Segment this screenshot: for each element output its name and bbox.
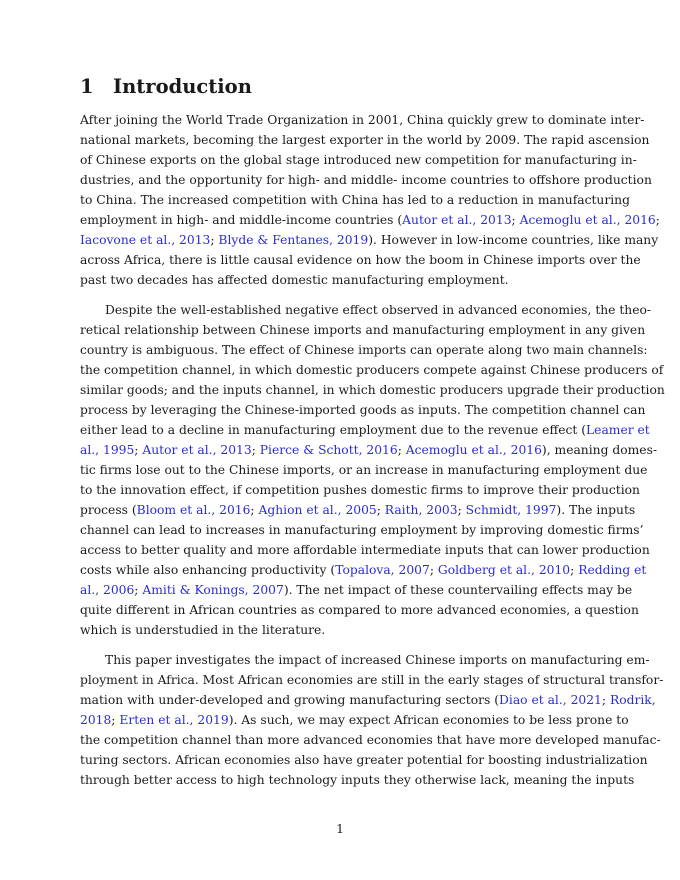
text-line [80, 710, 629, 730]
text-line [80, 460, 648, 480]
citation-link[interactable]: Acemoglu et al., 2016 [519, 213, 656, 227]
text-line [80, 620, 600, 640]
text-line [80, 130, 650, 150]
text-line [80, 730, 661, 750]
text-run: costs while also enhancing productivity ( [80, 563, 336, 577]
text-run: dustries, and the opportunity for high- and middle- income countries to offshore production [80, 173, 652, 187]
text-line [80, 340, 648, 360]
citation-link[interactable]: Iacovone et al., 2013 [80, 233, 211, 247]
text-run: which is understudied in the literature. [80, 623, 326, 637]
text-line [80, 770, 635, 790]
text-run: either lead to a decline in manufacturing employment due to the revenue effect ( [80, 423, 587, 437]
text-run: ; [601, 693, 610, 707]
text-run: ; [457, 503, 466, 517]
text-line [80, 380, 665, 400]
section-heading [80, 74, 252, 100]
citation-link[interactable]: Blyde & Fentanes, 2019 [218, 233, 369, 247]
text-line [80, 500, 636, 520]
text-line [80, 250, 641, 270]
text-run: ; [134, 583, 143, 597]
citation-link[interactable]: Redding et [578, 563, 647, 577]
text-run: the competition channel, in which domestic producers compete against Chinese producers of [80, 363, 664, 377]
text-run: to the innovation effect, if competition pushes domestic firms to improve their production [80, 483, 640, 497]
citation-link[interactable]: Goldberg et al., 2010 [437, 563, 571, 577]
text-run: access to better quality and more affordable intermediate inputs that can lower production [80, 543, 650, 557]
text-run: ; [397, 443, 406, 457]
citation-link[interactable]: Acemoglu et al., 2016 [405, 443, 542, 457]
text-run: ; [376, 503, 385, 517]
section-number: 1 [80, 75, 94, 98]
text-line [80, 360, 664, 380]
text-run: ; [250, 503, 259, 517]
text-run: ; [655, 213, 660, 227]
citation-link[interactable]: Rodrik, [609, 693, 656, 707]
text-run: process by leveraging the Chinese-imported goods as inputs. The competition channel can [80, 403, 646, 417]
text-line [80, 600, 639, 620]
text-run: ). As such, we may expect African economies to be less prone to [228, 713, 629, 727]
text-run: ; [511, 213, 520, 227]
text-line [80, 540, 650, 560]
citation-link[interactable]: Amiti & Konings, 2007 [142, 583, 284, 597]
text-run: turing sectors. African economies also have greater potential for boosting industrialization [80, 753, 648, 767]
text-run: employment in high- and middle-income countries ( [80, 213, 403, 227]
page-number: 1 [336, 822, 344, 836]
text-line [80, 150, 637, 170]
citation-link[interactable]: Schmidt, 1997 [465, 503, 557, 517]
text-line [80, 440, 658, 460]
citation-link[interactable]: Diao et al., 2021 [499, 693, 602, 707]
text-run: ). However in low-income countries, like many [368, 233, 659, 247]
text-run: mation with under-developed and growing manufacturing sectors ( [80, 693, 500, 707]
text-line [80, 690, 656, 710]
citation-link[interactable]: Autor et al., 2013 [142, 443, 252, 457]
citation-link[interactable]: Leamer et [586, 423, 650, 437]
text-run: This paper investigates the impact of increased Chinese imports on manufacturing em- [105, 653, 650, 667]
text-line [80, 480, 640, 500]
text-run: ; [111, 713, 120, 727]
text-run: ; [570, 563, 579, 577]
text-line [80, 560, 647, 580]
text-line [80, 170, 652, 190]
text-run: past two decades has affected domestic manufacturing employment. [80, 273, 509, 287]
text-line [80, 110, 645, 130]
citation-link[interactable]: Raith, 2003 [384, 503, 458, 517]
citation-link[interactable]: Erten et al., 2019 [119, 713, 229, 727]
text-line [80, 650, 650, 670]
text-run: across Africa, there is little causal evidence on how the boom in Chinese imports over the [80, 253, 641, 267]
citation-link[interactable]: Bloom et al., 2016 [136, 503, 251, 517]
text-line [80, 670, 664, 690]
text-run: After joining the World Trade Organization in 2001, China quickly grew to dominate inter- [80, 113, 645, 127]
text-line [80, 400, 646, 420]
text-run: channel can lead to increases in manufacturing employment by improving domestic firms’ [80, 523, 644, 537]
text-line [80, 580, 633, 600]
text-line [80, 750, 648, 770]
citation-link[interactable]: al., 2006 [80, 583, 135, 597]
text-line [80, 300, 652, 320]
text-run: quite different in African countries as compared to more advanced economies, a question [80, 603, 639, 617]
citation-link[interactable]: Aghion et al., 2005 [258, 503, 377, 517]
text-run: ), meaning domes- [541, 443, 658, 457]
text-run: of Chinese exports on the global stage introduced new competition for manufacturing in- [80, 153, 637, 167]
text-run: tic firms lose out to the Chinese imports, or an increase in manufacturing employment due [80, 463, 648, 477]
text-line [80, 520, 644, 540]
text-line [80, 270, 600, 290]
text-line [80, 230, 659, 250]
text-run: to China. The increased competition with China has led to a reduction in manufacturing [80, 193, 630, 207]
citation-link[interactable]: 2018 [80, 713, 112, 727]
citation-link[interactable]: Topalova, 2007 [335, 563, 430, 577]
citation-link[interactable]: Autor et al., 2013 [402, 213, 512, 227]
text-line [80, 320, 646, 340]
text-run: process ( [80, 503, 137, 517]
text-run: national markets, becoming the largest exporter in the world by 2009. The rapid ascension [80, 133, 650, 147]
text-run: ; [251, 443, 260, 457]
text-run: ). The inputs [556, 503, 636, 517]
text-run: ). The net impact of these countervailing effects may be [283, 583, 633, 597]
section-title: Introduction [113, 75, 252, 98]
citation-link[interactable]: al., 1995 [80, 443, 135, 457]
text-line [80, 190, 630, 210]
text-run: ; [210, 233, 219, 247]
text-run: similar goods; and the inputs channel, in which domestic producers upgrade their production [80, 383, 665, 397]
text-run: the competition channel than more advanced economies that have more developed manufac- [80, 733, 661, 747]
text-run: through better access to high technology inputs they otherwise lack, meaning the inputs [80, 773, 635, 787]
text-line [80, 420, 650, 440]
text-run: ; [429, 563, 438, 577]
text-line [80, 210, 660, 230]
text-run: retical relationship between Chinese imports and manufacturing employment in any given [80, 323, 646, 337]
text-run: ; [134, 443, 143, 457]
text-run: ployment in Africa. Most African economies are still in the early stages of structural transfor- [80, 673, 664, 687]
text-run: country is ambiguous. The effect of Chinese imports can operate along two main channels: [80, 343, 648, 357]
citation-link[interactable]: Pierce & Schott, 2016 [259, 443, 398, 457]
text-run: Despite the well-established negative effect observed in advanced economies, the theo- [105, 303, 652, 317]
